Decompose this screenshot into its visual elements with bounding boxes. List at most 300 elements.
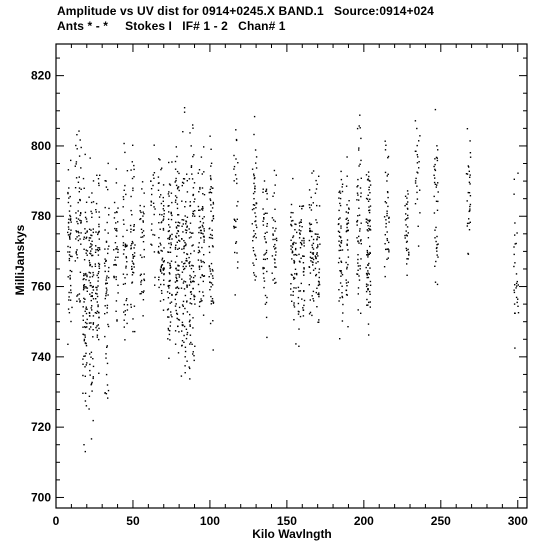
data-point [175, 261, 176, 262]
data-point [144, 273, 145, 274]
data-point [342, 304, 343, 305]
data-point [437, 256, 438, 257]
data-point [202, 233, 203, 234]
data-point [98, 224, 99, 225]
data-point [347, 264, 348, 265]
data-point [163, 247, 164, 248]
data-point [183, 301, 184, 302]
data-point [169, 293, 170, 294]
data-point [76, 236, 77, 237]
data-point [175, 236, 176, 237]
data-point [158, 277, 159, 278]
data-point [212, 220, 213, 221]
data-point [161, 265, 162, 266]
data-point [184, 206, 185, 207]
data-point [176, 233, 177, 234]
data-point [126, 246, 127, 247]
data-point [171, 261, 172, 262]
data-point [130, 245, 131, 246]
data-point [347, 294, 348, 295]
data-point [369, 220, 370, 221]
data-point [317, 261, 318, 262]
data-point [83, 273, 84, 274]
data-point [300, 316, 301, 317]
data-point [190, 326, 191, 327]
data-point [80, 272, 81, 273]
data-point [191, 167, 192, 168]
data-point [346, 218, 347, 219]
data-point [114, 217, 115, 218]
data-point [81, 220, 82, 221]
data-point [133, 226, 134, 227]
data-point [368, 237, 369, 238]
data-point [342, 186, 343, 187]
data-point [114, 264, 115, 265]
data-point [192, 317, 193, 318]
data-point [83, 298, 84, 299]
data-point [360, 127, 361, 128]
data-point [98, 211, 99, 212]
data-point [436, 145, 437, 146]
data-point [107, 283, 108, 284]
data-point [82, 393, 83, 394]
data-point [181, 375, 182, 376]
data-point [104, 313, 105, 314]
data-point [338, 231, 339, 232]
data-point [170, 235, 171, 236]
data-point [132, 242, 133, 243]
data-point [75, 187, 76, 188]
data-point [124, 277, 125, 278]
data-point [75, 238, 76, 239]
data-point [116, 236, 117, 237]
data-point [107, 345, 108, 346]
data-point [262, 192, 263, 193]
data-point [367, 284, 368, 285]
data-point [366, 274, 367, 275]
data-point [348, 282, 349, 283]
data-point [415, 203, 416, 204]
data-point [341, 286, 342, 287]
data-point [340, 246, 341, 247]
data-point [76, 252, 77, 253]
data-point [97, 285, 98, 286]
data-point [517, 302, 518, 303]
data-point [310, 312, 311, 313]
data-point [209, 266, 210, 267]
data-point [169, 265, 170, 266]
data-point [123, 284, 124, 285]
data-point [87, 255, 88, 256]
data-point [76, 254, 77, 255]
data-point [316, 188, 317, 189]
data-point [356, 186, 357, 187]
data-point [79, 187, 80, 188]
data-point [177, 188, 178, 189]
data-point [404, 205, 405, 206]
data-point [82, 358, 83, 359]
data-point [181, 238, 182, 239]
data-point [168, 297, 169, 298]
data-point [79, 298, 80, 299]
data-point [369, 294, 370, 295]
data-point [516, 297, 517, 298]
data-point [359, 215, 360, 216]
data-point [105, 180, 106, 181]
data-point [178, 331, 179, 332]
data-point [175, 305, 176, 306]
data-point [312, 298, 313, 299]
data-point [92, 358, 93, 359]
data-point [92, 276, 93, 277]
data-point [177, 225, 178, 226]
data-point [203, 254, 204, 255]
data-point [76, 295, 77, 296]
data-point [338, 241, 339, 242]
data-point [90, 285, 91, 286]
data-point [182, 185, 183, 186]
data-point [79, 155, 80, 156]
data-point [303, 305, 304, 306]
data-point [298, 297, 299, 298]
data-point [116, 300, 117, 301]
data-point [190, 291, 191, 292]
data-point [210, 179, 211, 180]
data-point [469, 192, 470, 193]
data-point [198, 191, 199, 192]
data-point [274, 244, 275, 245]
data-point [212, 269, 213, 270]
data-point [159, 159, 160, 160]
data-point [301, 244, 302, 245]
data-point [132, 331, 133, 332]
data-point [192, 288, 193, 289]
data-point [202, 173, 203, 174]
data-point [263, 224, 264, 225]
data-point [93, 324, 94, 325]
data-point [295, 243, 296, 244]
data-point [133, 272, 134, 273]
data-point [309, 230, 310, 231]
data-point [290, 216, 291, 217]
data-point [171, 234, 172, 235]
data-point [318, 285, 319, 286]
data-point [469, 229, 470, 230]
data-point [143, 292, 144, 293]
data-point [89, 247, 90, 248]
data-point [315, 256, 316, 257]
data-point [182, 304, 183, 305]
data-point [83, 285, 84, 286]
data-point [366, 305, 367, 306]
data-point [163, 228, 164, 229]
data-point [67, 192, 68, 193]
data-point [175, 274, 176, 275]
data-point [415, 182, 416, 183]
data-point [82, 364, 83, 365]
data-point [95, 231, 96, 232]
data-point [68, 276, 69, 277]
data-point [204, 262, 205, 263]
data-point [204, 194, 205, 195]
data-point [237, 267, 238, 268]
data-point [115, 248, 116, 249]
data-point [88, 280, 89, 281]
data-point [185, 356, 186, 357]
data-point [142, 232, 143, 233]
data-point [358, 275, 359, 276]
data-point [470, 222, 471, 223]
data-point [189, 320, 190, 321]
data-point [368, 302, 369, 303]
data-point [91, 390, 92, 391]
data-point [302, 255, 303, 256]
data-point [514, 262, 515, 263]
data-point [133, 176, 134, 177]
data-point [276, 240, 277, 241]
data-point [313, 270, 314, 271]
data-point [79, 215, 80, 216]
data-point [160, 243, 161, 244]
data-point [200, 260, 201, 261]
data-point [357, 259, 358, 260]
data-point [160, 250, 161, 251]
data-point [210, 149, 211, 150]
data-point [304, 245, 305, 246]
data-point [123, 249, 124, 250]
data-point [387, 240, 388, 241]
data-point [435, 109, 436, 110]
data-point [266, 189, 267, 190]
data-point [105, 298, 106, 299]
data-point [340, 192, 341, 193]
data-point [79, 199, 80, 200]
data-point [275, 267, 276, 268]
data-point [361, 223, 362, 224]
data-point [85, 451, 86, 452]
data-point [367, 256, 368, 257]
data-point [168, 211, 169, 212]
data-point [80, 212, 81, 213]
data-point [436, 248, 437, 249]
data-point [262, 208, 263, 209]
data-point [143, 299, 144, 300]
data-point [213, 203, 214, 204]
data-point [274, 209, 275, 210]
data-point [68, 308, 69, 309]
data-point [341, 270, 342, 271]
data-point [360, 268, 361, 269]
data-point [341, 240, 342, 241]
data-point [387, 238, 388, 239]
data-point [170, 242, 171, 243]
data-point [86, 307, 87, 308]
data-point [212, 188, 213, 189]
data-point [356, 221, 357, 222]
data-point [369, 180, 370, 181]
data-point [83, 178, 84, 179]
data-point [436, 244, 437, 245]
data-point [253, 265, 254, 266]
data-point [115, 242, 116, 243]
data-point [140, 210, 141, 211]
data-point [90, 237, 91, 238]
data-point [130, 169, 131, 170]
data-point [309, 313, 310, 314]
data-point [181, 249, 182, 250]
data-point [93, 232, 94, 233]
data-point [167, 238, 168, 239]
data-point [186, 334, 187, 335]
data-point [236, 252, 237, 253]
data-point [132, 161, 133, 162]
data-point [212, 275, 213, 276]
data-point [263, 273, 264, 274]
data-point [415, 120, 416, 121]
data-point [516, 232, 517, 233]
data-point [163, 197, 164, 198]
data-point [317, 255, 318, 256]
data-point [209, 237, 210, 238]
data-point [108, 267, 109, 268]
data-point [114, 202, 115, 203]
data-point [99, 175, 100, 176]
data-point [417, 162, 418, 163]
data-point [346, 290, 347, 291]
data-point [368, 263, 369, 264]
data-point [185, 201, 186, 202]
data-point [76, 134, 77, 135]
data-point [437, 182, 438, 183]
data-point [79, 220, 80, 221]
data-point [200, 232, 201, 233]
data-point [95, 266, 96, 267]
data-point [76, 251, 77, 252]
x-tick-label: 0 [52, 514, 60, 528]
data-point [176, 310, 177, 311]
x-tick-label: 100 [199, 514, 220, 528]
data-point [194, 346, 195, 347]
data-point [177, 203, 178, 204]
data-point [70, 278, 71, 279]
data-point [117, 249, 118, 250]
data-point [318, 322, 319, 323]
y-tick-label: 700 [30, 490, 51, 505]
data-point [517, 281, 518, 282]
data-point [189, 321, 190, 322]
data-point [342, 312, 343, 313]
data-point [319, 283, 320, 284]
data-point [272, 196, 273, 197]
data-point [127, 170, 128, 171]
data-point [210, 296, 211, 297]
data-point [158, 222, 159, 223]
data-point [210, 189, 211, 190]
data-point [347, 249, 348, 250]
data-point [294, 278, 295, 279]
data-point [435, 170, 436, 171]
data-point [161, 214, 162, 215]
data-point [144, 192, 145, 193]
data-point [158, 279, 159, 280]
data-point [152, 234, 153, 235]
data-point [209, 268, 210, 269]
data-point [310, 272, 311, 273]
data-point [360, 187, 361, 188]
data-point [153, 206, 154, 207]
data-point [175, 330, 176, 331]
data-point [84, 340, 85, 341]
data-point [294, 273, 295, 274]
data-point [189, 237, 190, 238]
data-point [142, 236, 143, 237]
data-point [140, 237, 141, 238]
data-point [114, 228, 115, 229]
data-point [68, 229, 69, 230]
data-point [342, 249, 343, 250]
data-point [105, 293, 106, 294]
data-point [359, 115, 360, 116]
data-point [95, 298, 96, 299]
y-tick-label: 800 [30, 138, 51, 153]
data-point [169, 236, 170, 237]
data-point [254, 254, 255, 255]
data-point [266, 302, 267, 303]
data-point [161, 266, 162, 267]
data-point [91, 305, 92, 306]
data-point [253, 230, 254, 231]
data-point [90, 374, 91, 375]
data-point [175, 287, 176, 288]
data-point [93, 201, 94, 202]
data-point [290, 283, 291, 284]
data-point [235, 174, 236, 175]
data-point [176, 313, 177, 314]
data-point [90, 326, 91, 327]
data-point [235, 221, 236, 222]
data-point [177, 171, 178, 172]
data-point [357, 194, 358, 195]
data-point [142, 181, 143, 182]
data-point [315, 234, 316, 235]
data-point [124, 304, 125, 305]
data-point [310, 252, 311, 253]
data-point [203, 241, 204, 242]
data-point [202, 218, 203, 219]
data-point [346, 224, 347, 225]
data-point [186, 285, 187, 286]
data-point [84, 228, 85, 229]
data-point [190, 201, 191, 202]
data-point [175, 299, 176, 300]
data-point [86, 202, 87, 203]
data-point [178, 186, 179, 187]
data-point [131, 266, 132, 267]
data-point [200, 237, 201, 238]
data-point [194, 250, 195, 251]
data-point [467, 128, 468, 129]
data-point [299, 261, 300, 262]
data-point [348, 208, 349, 209]
data-point [159, 214, 160, 215]
data-point [89, 294, 90, 295]
data-point [254, 186, 255, 187]
data-point [210, 286, 211, 287]
data-point [298, 303, 299, 304]
data-point [181, 201, 182, 202]
data-point [107, 305, 108, 306]
data-point [266, 226, 267, 227]
